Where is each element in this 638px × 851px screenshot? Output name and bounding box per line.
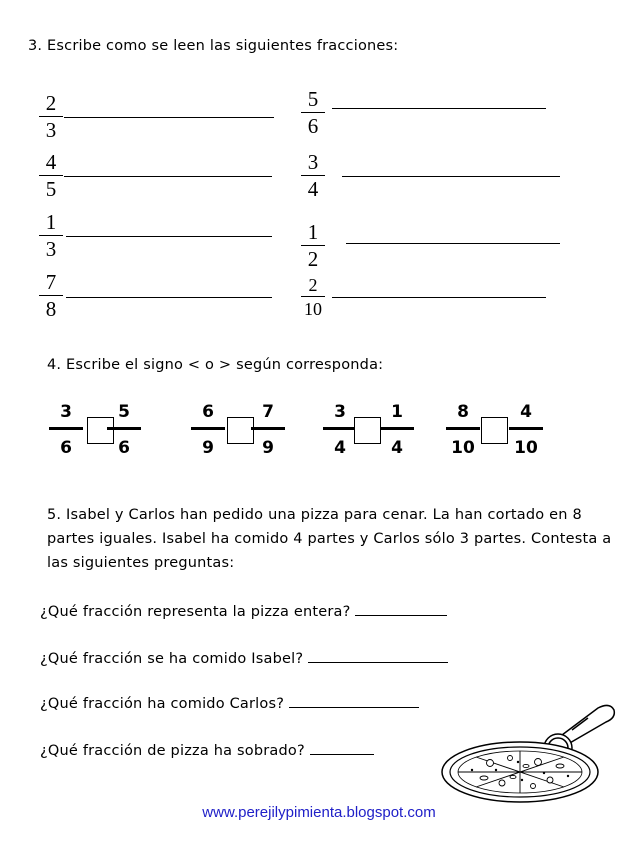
compare-fraction-left: 6 9	[189, 404, 227, 457]
fraction-1-2: 1 2	[298, 222, 328, 270]
answer-line[interactable]	[66, 297, 272, 298]
fraction-2-10: 2 10	[298, 276, 328, 318]
fraction-2-3: 2 3	[36, 93, 66, 141]
answer-blank[interactable]	[289, 694, 419, 708]
section-3-heading: 3. Escribe como se leen las siguientes fracciones:	[28, 38, 399, 54]
compare-fraction-right: 4 10	[507, 404, 545, 457]
answer-line[interactable]	[66, 236, 272, 237]
fraction-5-6: 5 6	[298, 89, 328, 137]
answer-line[interactable]	[332, 297, 546, 298]
section-5-problem-text: 5. Isabel y Carlos han pedido una pizza para cenar. La han cortado en 8 partes iguales. Isabel ha comido 4 partes y Carlos sólo 3 partes. Contesta a las siguientes preguntas:	[47, 507, 612, 571]
answer-blank[interactable]	[355, 602, 447, 616]
compare-fraction-left: 8 10	[444, 404, 482, 457]
answer-line[interactable]	[342, 176, 560, 177]
answer-blank[interactable]	[308, 649, 448, 663]
answer-blank[interactable]	[310, 741, 374, 755]
fraction-1-3: 1 3	[36, 212, 66, 260]
answer-line[interactable]	[64, 176, 272, 177]
question-3: ¿Qué fracción ha comido Carlos?	[40, 694, 419, 712]
compare-fraction-left: 3 4	[321, 404, 359, 457]
compare-fraction-right: 7 9	[249, 404, 287, 457]
pizza-with-cutter-icon	[438, 700, 618, 804]
fraction-3-4: 3 4	[298, 152, 328, 200]
fraction-4-5: 4 5	[36, 152, 66, 200]
answer-line[interactable]	[332, 108, 546, 109]
fraction-7-8: 7 8	[36, 272, 66, 320]
compare-fraction-right: 1 4	[378, 404, 416, 457]
footer-url[interactable]: www.perejilypimienta.blogspot.com	[202, 804, 436, 821]
question-4: ¿Qué fracción de pizza ha sobrado?	[40, 741, 374, 759]
answer-line[interactable]	[64, 117, 274, 118]
answer-line[interactable]	[346, 243, 560, 244]
compare-fraction-right: 5 6	[105, 404, 143, 457]
sign-answer-box[interactable]	[481, 417, 508, 444]
compare-fraction-left: 3 6	[47, 404, 85, 457]
question-1: ¿Qué fracción representa la pizza entera?	[40, 602, 447, 620]
section-4-heading: 4. Escribe el signo < o > según corresponda:	[47, 357, 384, 373]
sign-answer-box[interactable]	[354, 417, 381, 444]
question-2: ¿Qué fracción se ha comido Isabel?	[40, 649, 448, 667]
